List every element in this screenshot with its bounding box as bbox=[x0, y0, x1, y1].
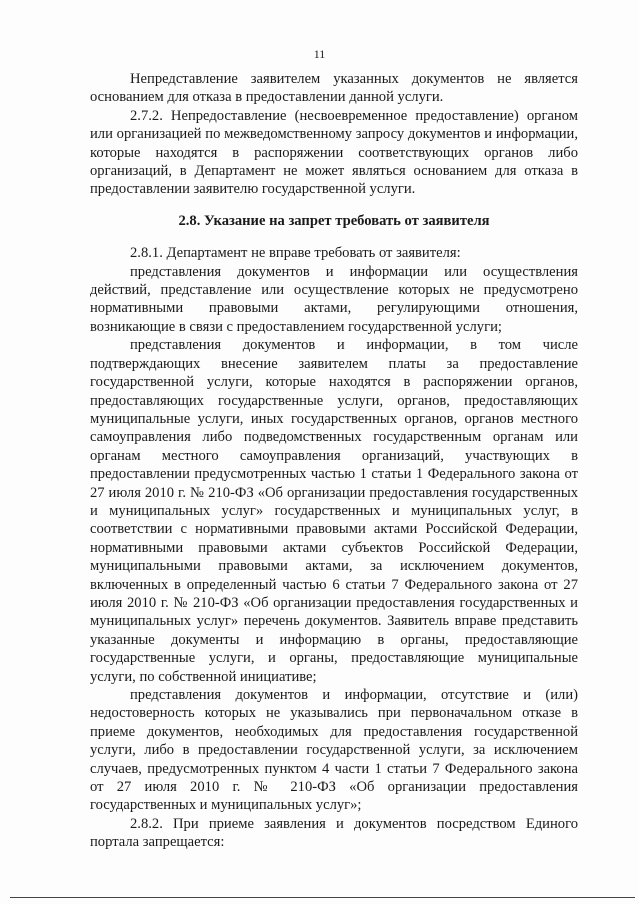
paragraph: 2.8.2. При приеме заявления и документов посредством Единого портала запрещается: bbox=[90, 815, 578, 851]
section-heading: 2.8. Указание на запрет требовать от заявителя bbox=[178, 212, 490, 229]
paragraph: 2.8.1. Департамент не вправе требовать от заявителя: bbox=[130, 245, 461, 262]
paragraph: Непредставление заявителем указанных документов не является основанием для отказа в предоставлении данной услуги. bbox=[90, 71, 578, 106]
paragraph: представления документов и информации, отсутствие и (или) недостоверность которых не указывались при первоначальном отказе в приеме документов, необходимых для предоставления государственной услуги, либо в предоставлении государственной услуги, за исключением случаев, предусмотренных пунктом 4 части 1 статьи 7 Федерального закона от 27 июля 2010 г. № 210-ФЗ «Об организации предоставления государственных и муниципальных услуг»; bbox=[90, 687, 578, 814]
paragraph: представления документов и информации или осуществления действий, представление или осуществление которых не предусмотрено нормативными правовыми актами, регулирующими отношения, возникающие в связи с предоставлением государственной услуги; bbox=[90, 263, 578, 335]
paragraph: представления документов и информации, в том числе подтверждающих внесение заявителем платы за предоставление государственной услуги, которые находятся в распоряжении органов, предоставляющих государственные услуги, органов, предоставляющих муниципальные услуги, иных государственных органов, органов местного самоуправления либо подведомственных государственным органам или органам местного самоуправления организаций, участвующих в предоставлении предусмотренных частью 1 статьи 1 Федерального закона от 27 июля 2010 г. № 210-ФЗ «Об организации предоставления государственных и муниципальных услуг» государственных и муниципальных услуг, в соответствии с нормативными правовыми актами Российской Федерации, нормативными правовыми актами субъектов Российской Федерации, муниципальными правовыми актами, за исключением документов, включенных в определенный частью 6 статьи 7 Федерального закона от 27 июля 2010 г. № 210-ФЗ «Об организации предоставления государственных и муниципальных услуг» перечень документов. Заявитель вправе представить указанные документы и информацию в органы, предоставляющие государственные услуги, и органы, предоставляющие муниципальные услуги, по собственной инициативе; bbox=[90, 337, 578, 685]
document-body bbox=[90, 70, 578, 852]
page-number: 11 bbox=[313, 47, 326, 61]
paragraph: 2.7.2. Непредоставление (несвоевременное предоставление) органом или организацией по межведомственному запросу документов и информации, которые находятся в распоряжении соответствующих органов либо организаций, в Департамент не может являться основанием для отказа в предоставлении заявителю государственной услуги. bbox=[90, 107, 578, 198]
page-bottom-edge bbox=[10, 897, 635, 898]
